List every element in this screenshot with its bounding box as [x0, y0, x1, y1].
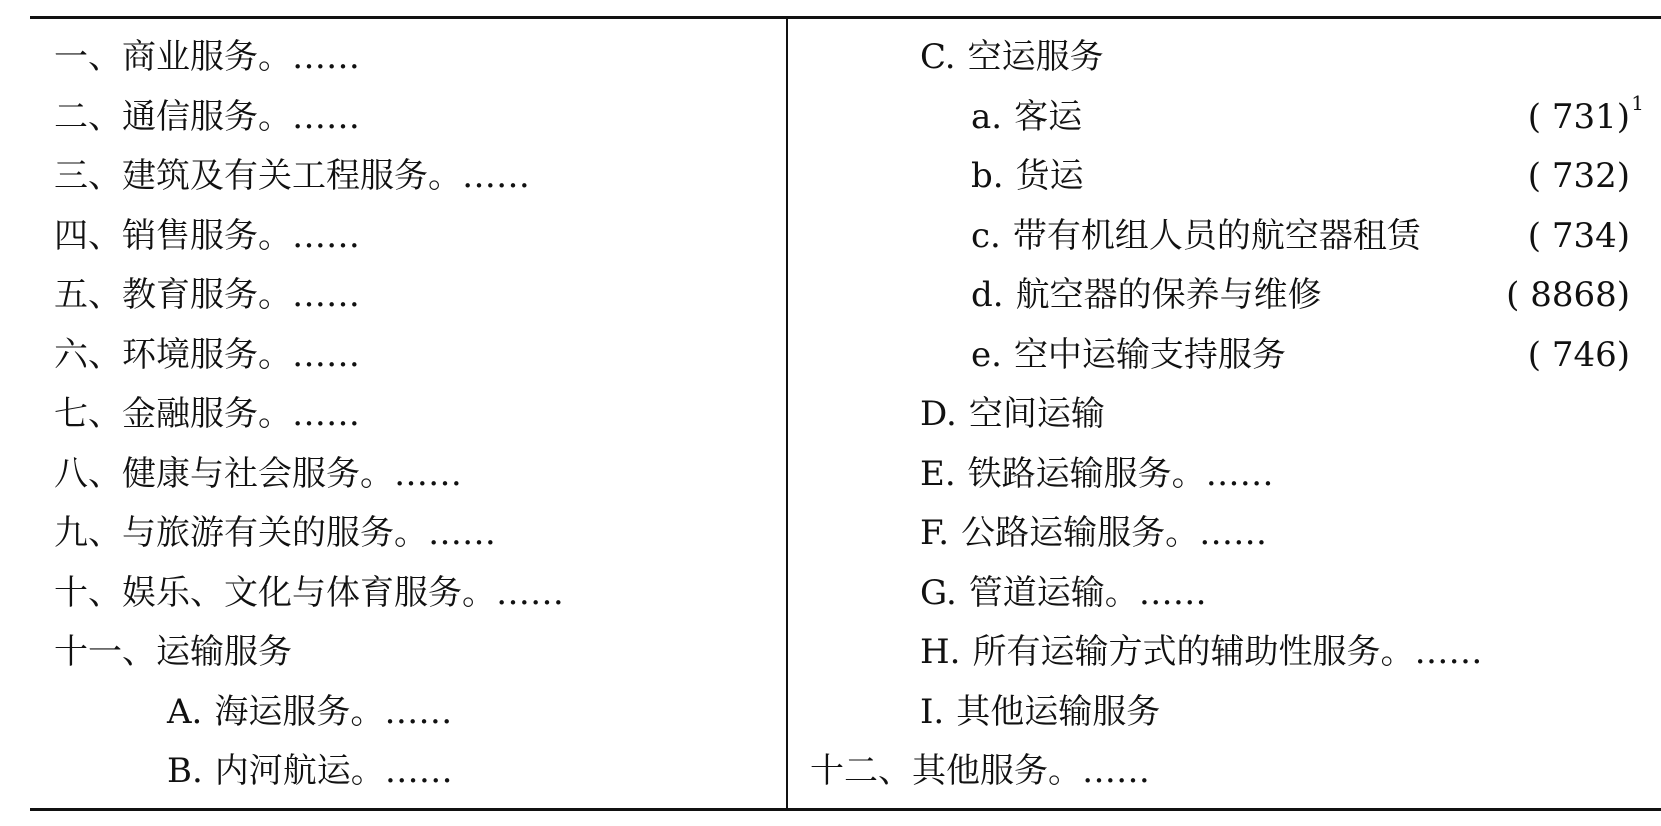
right-column [800, 28, 1644, 802]
list-item: D. 空间运输 [920, 394, 1105, 434]
item-marker: b. [971, 156, 1004, 196]
list-item: C. 空运服务 [920, 37, 1104, 77]
item-marker: D. [920, 394, 957, 434]
item-marker: E. [920, 453, 956, 494]
item-marker: I. [920, 691, 945, 732]
column-divider [786, 18, 788, 808]
list-item: 十二、其他服务。…… [810, 751, 1150, 791]
list-item: c. 带有机组人员的航空器租赁 ( 734) [800, 207, 1630, 267]
item-code: ( 746) [1527, 334, 1630, 375]
list-item: 三、建筑及有关工程服务。…… [54, 156, 530, 196]
list-item: 十一、运输服务 [54, 632, 292, 672]
list-item: A. 海运服务。…… [167, 691, 453, 732]
list-item: a. 客运 ( 731) 1 [800, 88, 1630, 148]
item-marker: e. [971, 334, 1002, 375]
item-marker: c. [971, 215, 1001, 256]
list-item: 六、环境服务。…… [54, 334, 360, 375]
list-item: E. 铁路运输服务。…… [920, 453, 1274, 494]
list-item: 一、商业服务。…… [54, 37, 360, 77]
item-marker: B. [167, 751, 203, 791]
list-item: B. 内河航运。…… [167, 751, 453, 791]
list-item: e. 空中运输支持服务 ( 746) [800, 326, 1630, 386]
footnote-marker: 1 [1631, 90, 1644, 115]
item-marker: A. [167, 691, 203, 732]
item-marker: G. [920, 572, 957, 613]
list-item: b. 货运 ( 732) [800, 147, 1630, 207]
list-item: F. 公路运输服务。…… [920, 513, 1268, 553]
item-marker: d. [971, 275, 1004, 315]
list-item: G. 管道运输。…… [920, 572, 1207, 613]
item-marker: C. [920, 37, 956, 77]
list-item: 二、通信服务。…… [54, 96, 360, 137]
list-item: 五、教育服务。…… [54, 275, 360, 315]
item-marker: a. [971, 96, 1003, 137]
list-item: 八、健康与社会服务。…… [54, 453, 462, 494]
list-item: I. 其他运输服务 [920, 691, 1161, 732]
item-code: ( 732) [1527, 156, 1630, 196]
item-code: ( 734) [1527, 215, 1630, 256]
list-item: d. 航空器的保养与维修 ( 8868) [800, 266, 1630, 326]
left-column [54, 28, 774, 802]
item-code: ( 8868) [1506, 275, 1630, 315]
list-item: 七、金融服务。…… [54, 394, 360, 434]
item-marker: F. [920, 513, 950, 553]
item-code: ( 731) 1 [1528, 88, 1630, 148]
item-marker: H. [920, 632, 961, 672]
list-item: 四、销售服务。…… [54, 215, 360, 256]
list-item: 九、与旅游有关的服务。…… [54, 513, 496, 553]
list-item: 十、娱乐、文化与体育服务。…… [54, 572, 564, 613]
list-item: H. 所有运输方式的辅助性服务。…… [920, 632, 1483, 672]
